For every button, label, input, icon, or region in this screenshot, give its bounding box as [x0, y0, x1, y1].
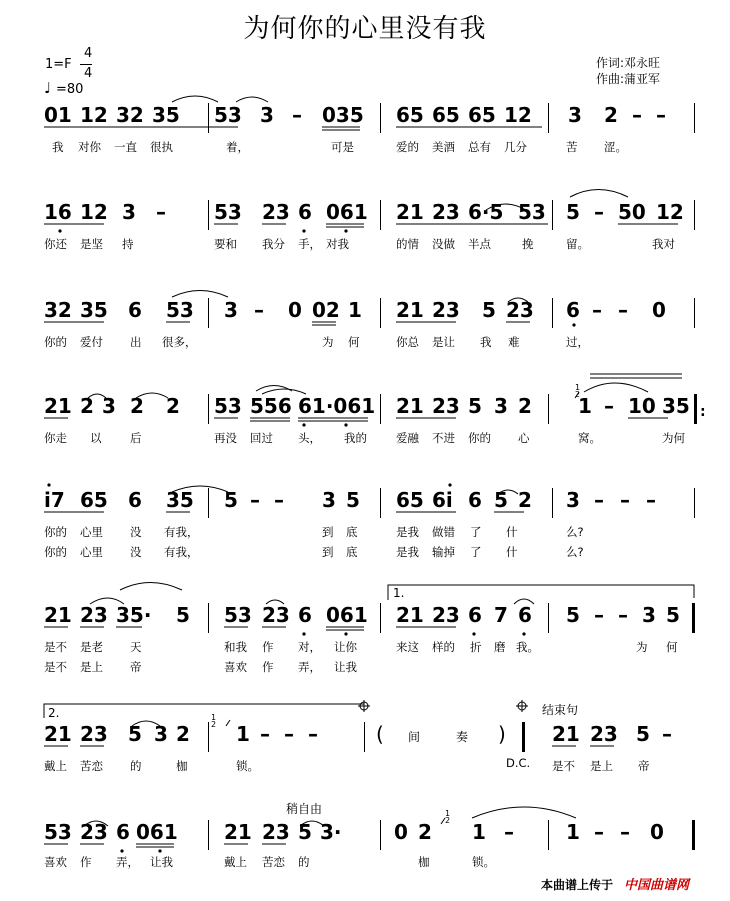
note: 0: [652, 298, 666, 322]
note: 6: [116, 820, 130, 844]
lyric: 磨: [494, 640, 506, 654]
lyric: 心里: [80, 545, 103, 559]
lyric: 来这: [396, 640, 419, 654]
note: 3: [102, 394, 116, 418]
lyric: 再没: [214, 431, 237, 445]
bar-line: [208, 488, 209, 518]
lyric: 爱付: [80, 335, 103, 349]
lyric: 锁。: [472, 855, 495, 869]
time-signature-bottom: 4: [84, 66, 93, 81]
lyric: 作: [262, 640, 274, 654]
note: 3: [494, 394, 508, 418]
note: 21: [396, 200, 424, 224]
note: 23: [506, 298, 534, 322]
lyric: 是不: [552, 759, 575, 773]
quarter-note-icon: ♩: [44, 79, 52, 97]
lyric: 何: [666, 640, 678, 654]
da-capo-marking: D.C.: [506, 756, 531, 770]
note: 0: [394, 820, 408, 844]
lyric: 么?: [566, 545, 584, 559]
bar-line: [548, 603, 549, 633]
note: 2: [130, 394, 144, 418]
lyric: 弄，: [116, 855, 139, 869]
lyric: 帝: [638, 759, 650, 773]
double-bar-line: [522, 722, 525, 752]
time-signature-line: [80, 64, 92, 65]
note: –: [594, 603, 604, 627]
note: 3: [224, 298, 238, 322]
note: 2: [518, 394, 532, 418]
note: –: [274, 488, 284, 512]
lyric: 是不: [44, 640, 67, 654]
lyric: 涩。: [604, 140, 627, 154]
note: 21: [44, 603, 72, 627]
note: 23: [432, 603, 460, 627]
note: 6: [298, 200, 312, 224]
lyric: 帝: [130, 660, 142, 674]
lyric: 几分: [504, 140, 527, 154]
lyric: 你的: [468, 431, 491, 445]
note: 23: [432, 200, 460, 224]
note: 5: [468, 394, 482, 418]
svg-text:1: 1: [211, 713, 217, 722]
note: 3: [322, 488, 336, 512]
note: 1: [236, 722, 250, 746]
svg-text:1: 1: [445, 809, 451, 818]
note: 21: [44, 722, 72, 746]
lyric: 做错: [432, 525, 455, 539]
bar-line: [694, 488, 695, 518]
lyric: 爱的: [396, 140, 419, 154]
bar-line: [552, 488, 553, 518]
lyric: 我分: [262, 237, 285, 251]
bar-line: [208, 722, 209, 752]
lyric: 让我: [150, 855, 173, 869]
note: i7: [44, 488, 65, 512]
note: 2: [418, 820, 432, 844]
lyric: 头，: [298, 431, 321, 445]
svg-text:2: 2: [575, 390, 581, 399]
note: 1: [348, 298, 362, 322]
bar-line: [208, 603, 209, 633]
interlude-close-paren: ): [498, 722, 506, 746]
repeat-dots-icon: :: [700, 404, 706, 420]
lyric: 可是: [331, 140, 354, 154]
volta-2-label: 2.: [48, 706, 60, 720]
lyric: 是上: [590, 759, 613, 773]
lyric: 出: [130, 335, 142, 349]
note: 1: [566, 820, 580, 844]
note: 5: [482, 298, 496, 322]
note: 1: [472, 820, 486, 844]
note: 23: [262, 603, 290, 627]
note: –: [618, 603, 628, 627]
lyric: 过，: [566, 335, 589, 349]
lyric: 我的: [344, 431, 367, 445]
note: –: [620, 488, 630, 512]
lyric: 是让: [432, 335, 455, 349]
lyric: 何: [348, 335, 360, 349]
lyric: 不进: [432, 431, 455, 445]
note: 35: [166, 488, 194, 512]
bar-line: [548, 820, 549, 850]
bar-line: [208, 820, 209, 850]
credits: [596, 55, 660, 87]
bar-line: [380, 603, 381, 633]
note: 12: [80, 103, 108, 127]
note: 23: [80, 603, 108, 627]
lyric: 为: [322, 335, 334, 349]
note: –: [308, 722, 318, 746]
note: 061: [326, 200, 368, 224]
lyric: 你的: [44, 335, 67, 349]
note: 035: [322, 103, 364, 127]
lyric: 什: [506, 525, 518, 539]
lyric: 枷: [418, 855, 430, 869]
note: –: [662, 722, 672, 746]
lyric: 和我: [224, 640, 247, 654]
lyric: 喜欢: [224, 660, 247, 674]
note: 21: [396, 394, 424, 418]
lyric: 的: [130, 759, 142, 773]
note: 01: [44, 103, 72, 127]
bar-line: [694, 103, 695, 133]
bar-line: [208, 298, 209, 328]
note: 53: [518, 200, 546, 224]
direction-marking: 稍自由: [286, 802, 323, 816]
lyric: 没: [130, 525, 142, 539]
lyric: 是老: [80, 640, 103, 654]
lyricist: 作词:邓永旺: [596, 56, 661, 70]
note: 23: [432, 394, 460, 418]
note: 556: [250, 394, 292, 418]
note: 5: [566, 603, 580, 627]
note: –: [594, 488, 604, 512]
song-title: 为何你的心里没有我: [243, 14, 487, 44]
note: 3: [566, 488, 580, 512]
note: –: [656, 103, 666, 127]
tempo-marking: =80: [56, 82, 84, 97]
note: 12: [80, 200, 108, 224]
lyric: 枷: [176, 759, 188, 773]
svg-text:1: 1: [575, 383, 581, 392]
note: 2: [518, 488, 532, 512]
bar-line: [380, 394, 381, 424]
note: 65: [80, 488, 108, 512]
note: 0: [650, 820, 664, 844]
note: 12: [504, 103, 532, 127]
lyric: 输掉: [432, 545, 455, 559]
note: 6: [566, 298, 580, 322]
lyric: 让我: [334, 660, 357, 674]
note: 02: [312, 298, 340, 322]
lyric: 要和: [214, 237, 237, 251]
note: 2: [604, 103, 618, 127]
lyric: 样的: [432, 640, 455, 654]
note: –: [594, 820, 604, 844]
volta-1-label: 1.: [393, 586, 405, 600]
note: 65: [432, 103, 460, 127]
note: 65: [468, 103, 496, 127]
lyric: 有我，: [164, 545, 199, 559]
note: 53: [214, 103, 242, 127]
lyric: 作: [262, 660, 274, 674]
note: 061: [326, 603, 368, 627]
note: 6: [468, 603, 482, 627]
bar-line: [380, 103, 381, 133]
lyric: 为何: [662, 431, 685, 445]
lyric: 半点: [468, 237, 491, 251]
note: 50: [618, 200, 646, 224]
lyric: 的情: [396, 237, 419, 251]
ending-label: 结束句: [542, 703, 579, 717]
note: –: [604, 394, 614, 418]
bar-line: [694, 298, 695, 328]
lyric: 后: [130, 431, 142, 445]
note: 1: [578, 394, 592, 418]
lyric: 很多，: [162, 335, 197, 349]
lyric: 你总: [396, 335, 419, 349]
interlude-label: 奏: [456, 730, 469, 744]
note: 5: [494, 488, 508, 512]
note: –: [292, 103, 302, 127]
lyric: 了: [470, 545, 482, 559]
lyric: 底: [346, 545, 358, 559]
note: 5: [566, 200, 580, 224]
lyric: 对你: [78, 140, 101, 154]
note: 53: [166, 298, 194, 322]
composer: 作曲:蒲亚军: [596, 72, 661, 86]
note: 6: [128, 488, 142, 512]
lyric: 我: [52, 140, 64, 154]
note: 5: [176, 603, 190, 627]
lyric: 了: [470, 525, 482, 539]
note: 21: [396, 298, 424, 322]
lyric: 到: [322, 525, 334, 539]
interlude-open-paren: (: [376, 722, 384, 746]
note: 53: [44, 820, 72, 844]
bar-line: [548, 103, 549, 133]
note: –: [620, 820, 630, 844]
bar-line: [552, 298, 553, 328]
lyric: 心: [518, 431, 530, 445]
key-signature: 1=F: [45, 57, 72, 72]
note: 3: [122, 200, 136, 224]
footer-upload-text: 本曲谱上传于: [541, 878, 614, 892]
bar-line: [208, 200, 209, 230]
lyric: 你的: [44, 545, 67, 559]
lyric: 的: [298, 855, 310, 869]
lyric: 弄，: [298, 660, 321, 674]
bar-line: [208, 394, 209, 424]
note: –: [632, 103, 642, 127]
lyric: 到: [322, 545, 334, 559]
bar-line: [552, 200, 553, 230]
bar-line: [208, 103, 209, 133]
lyric: 是不: [44, 660, 67, 674]
svg-text:2: 2: [211, 720, 217, 729]
note: 2: [176, 722, 190, 746]
note: –: [594, 200, 604, 224]
note: 3: [642, 603, 656, 627]
repeat-end-bar-line: [692, 603, 695, 633]
note: 6: [298, 603, 312, 627]
note: 23: [432, 298, 460, 322]
lyric: 锁。: [236, 759, 259, 773]
note: 21: [396, 603, 424, 627]
lyric: 有我，: [164, 525, 199, 539]
note: 6: [468, 488, 482, 512]
lyric: 天: [130, 640, 142, 654]
lyric: 你的: [44, 525, 67, 539]
lyric: 爱融: [396, 431, 419, 445]
lyric: 很执: [150, 140, 173, 154]
note: 2: [80, 394, 94, 418]
note: 23: [262, 820, 290, 844]
note: 5: [636, 722, 650, 746]
note: 21: [44, 394, 72, 418]
note: 6: [518, 603, 532, 627]
lyric: 没: [130, 545, 142, 559]
note: 35: [152, 103, 180, 127]
lyric: 心里: [80, 525, 103, 539]
lyric: 底: [346, 525, 358, 539]
note: 3: [260, 103, 274, 127]
lyric: 美酒: [432, 140, 455, 154]
lyric: 我。: [516, 640, 539, 654]
bar-line: [694, 200, 695, 230]
note: 21: [224, 820, 252, 844]
lyric: 是我: [396, 525, 419, 539]
lyric: 是坚: [80, 237, 103, 251]
interlude-label: 间: [408, 730, 421, 744]
note: 35: [80, 298, 108, 322]
lyric: 苦恋: [80, 759, 103, 773]
lyric: 对我: [326, 237, 349, 251]
lyric: 你走: [44, 431, 67, 445]
lyric: 持: [122, 237, 134, 251]
lyric: 留。: [566, 237, 589, 251]
note: 7: [494, 603, 508, 627]
note: 3·: [320, 820, 342, 844]
bar-line: [380, 488, 381, 518]
note: 061: [136, 820, 178, 844]
note: 53: [224, 603, 252, 627]
bar-line: [380, 820, 381, 850]
note: 35: [662, 394, 690, 418]
bar-line: [380, 298, 381, 328]
note: –: [646, 488, 656, 512]
time-signature-top: 4: [84, 46, 93, 61]
lyric: 总有: [468, 140, 491, 154]
note: –: [250, 488, 260, 512]
svg-text:2: 2: [445, 816, 451, 825]
lyric: 么?: [566, 525, 584, 539]
lyric: 着，: [226, 140, 249, 154]
note: –: [504, 820, 514, 844]
note: 6: [128, 298, 142, 322]
lyric: 是我: [396, 545, 419, 559]
note: 3: [568, 103, 582, 127]
note: 23: [590, 722, 618, 746]
note: 32: [116, 103, 144, 127]
lyric: 回过: [250, 431, 273, 445]
lyric: 我: [480, 335, 492, 349]
bar-line: [548, 394, 549, 424]
note: 5: [298, 820, 312, 844]
note: 5: [128, 722, 142, 746]
note: 21: [552, 722, 580, 746]
lyric: 喜欢: [44, 855, 67, 869]
note: 0: [288, 298, 302, 322]
lyric: 戴上: [224, 855, 247, 869]
note: –: [284, 722, 294, 746]
note: 5: [346, 488, 360, 512]
lyric: 挽: [522, 237, 534, 251]
lyric: 手，: [298, 237, 321, 251]
lyric: 什: [506, 545, 518, 559]
note: 61·061: [298, 394, 376, 418]
note: 32: [44, 298, 72, 322]
lyric: 以: [90, 431, 102, 445]
note: 6i: [432, 488, 453, 512]
lyric: 让你: [334, 640, 357, 654]
note: 3: [154, 722, 168, 746]
lyric: 我对: [652, 237, 675, 251]
note: –: [254, 298, 264, 322]
note: –: [592, 298, 602, 322]
lyric: 对，: [298, 640, 321, 654]
repeat-bar-line: [694, 394, 697, 424]
note: 23: [80, 820, 108, 844]
note: 5: [224, 488, 238, 512]
note: 2: [166, 394, 180, 418]
note: –: [260, 722, 270, 746]
note: 53: [214, 200, 242, 224]
lyric: 是上: [80, 660, 103, 674]
bar-line: [380, 200, 381, 230]
lyric: 苦: [566, 140, 578, 154]
lyric: 难: [508, 335, 520, 349]
note: 12: [656, 200, 684, 224]
note: 35·: [116, 603, 152, 627]
note: 16: [44, 200, 72, 224]
lyric: 一直: [114, 140, 137, 154]
note: 5: [666, 603, 680, 627]
lyric: 戴上: [44, 759, 67, 773]
note: 23: [262, 200, 290, 224]
site-logo[interactable]: 中国曲谱网: [624, 878, 690, 893]
note: 65: [396, 103, 424, 127]
lyric: 为: [636, 640, 648, 654]
lyric: 窝。: [578, 431, 601, 445]
note: 23: [80, 722, 108, 746]
final-bar-line: [692, 820, 695, 850]
note: –: [156, 200, 166, 224]
lyric: 没做: [432, 237, 455, 251]
note: 65: [396, 488, 424, 512]
lyric: 折: [470, 640, 482, 654]
lyric: 你还: [44, 237, 67, 251]
bar-line: [364, 722, 365, 752]
note: 10: [628, 394, 656, 418]
lyric: 作: [80, 855, 92, 869]
lyric: 苦恋: [262, 855, 285, 869]
note: –: [618, 298, 628, 322]
note: 6·5: [468, 200, 504, 224]
note: 53: [214, 394, 242, 418]
